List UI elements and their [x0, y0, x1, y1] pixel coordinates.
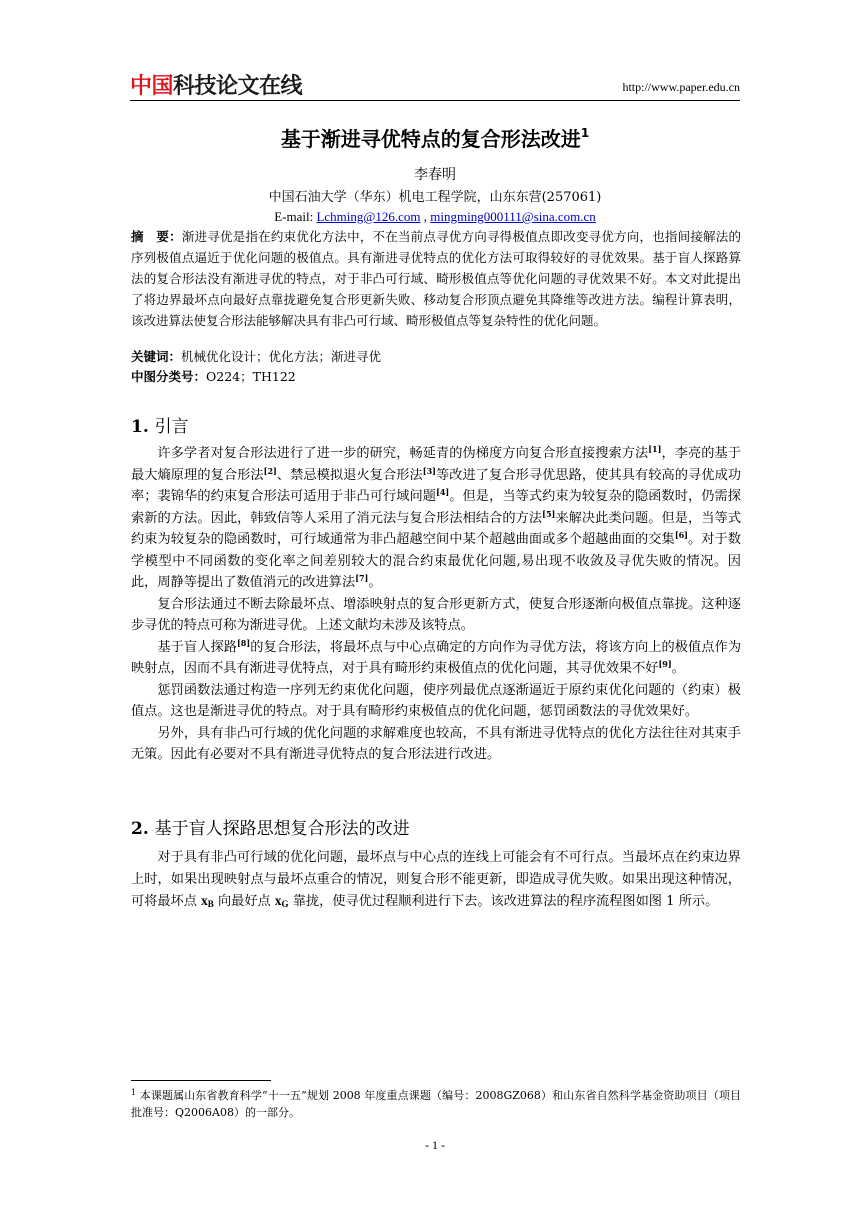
symbol-x-b: [201, 893, 214, 908]
title-footnote-mark: 1: [580, 126, 590, 140]
author-email: [130, 208, 740, 226]
classification-text: O224；TH122: [206, 369, 296, 384]
paper-title: [130, 124, 740, 154]
paragraph-text: 。: [368, 575, 382, 590]
symbol-x-g: [275, 893, 289, 908]
page-number: - 1 -: [425, 1138, 445, 1152]
paragraph-text: 向最好点: [213, 894, 275, 909]
author-affiliation: 中国石油大学（华东）机电工程学院，山东东营(257061): [268, 190, 602, 205]
paper-title-text: 基于渐进寻优特点的复合形法改进: [280, 127, 581, 151]
logo-dark-text: 科技论文在线: [173, 74, 303, 99]
paragraph-text: 来解决此类问题。但是，当等式约束为较复杂的隐函数时，可行域通常为非凸超越空间中某个超越曲面或多个超越曲面的交集: [131, 510, 742, 547]
keywords-label: 关键词：: [131, 349, 182, 364]
abstract-label: 摘 要：: [131, 229, 182, 244]
section-1-paragraph-1: [131, 443, 741, 594]
citation-1[interactable]: [1]: [648, 444, 662, 454]
symbol-subscript: G: [281, 899, 289, 909]
email-link-1[interactable]: Lchming@126.com: [316, 209, 421, 224]
section-1-paragraph-4: 惩罚函数法通过构造一序列无约束优化问题，使序列最优点逐渐逼近于原约束优化问题的（约束）极值点。这也是渐进寻优的特点。对于具有畸形约束极值点的优化问题，惩罚函数法的寻优效果好。: [131, 682, 741, 719]
symbol-subscript: B: [207, 899, 214, 909]
journal-url: http://www.paper.edu.cn: [622, 80, 740, 94]
citation-9[interactable]: [9]: [658, 659, 672, 669]
section-2-title: 基于盲人探路思想复合形法的改进: [154, 819, 410, 839]
symbol-base: x: [274, 893, 282, 908]
symbol-base: x: [201, 893, 208, 908]
classification-label: 中图分类号：: [131, 369, 207, 384]
author-name: 李春明: [414, 167, 456, 183]
paragraph-text: 。: [671, 661, 685, 676]
email-separator: ,: [420, 209, 431, 224]
journal-header: [130, 74, 740, 100]
header-rule: [130, 100, 740, 101]
citation-7[interactable]: [7]: [355, 573, 369, 583]
paragraph-text: 、禁忌模拟退火复合形法: [276, 467, 423, 483]
abstract-text: 渐进寻优是指在约束优化方法中，不在当前点寻优方向寻得极值点即改变寻优方向，也指间接解法的序列极值点逼近于优化问题的极值点。具有渐进寻优特点的优化方法可取得较好的寻优效果。基于盲人探路算法的复合形法没有渐进寻优的特点，对于非凸可行域、畸形极值点等优化问题的寻优效果不好。本文对此提出了将边界最坏点向最好点靠拢避免复合形更新失败、移动复合形顶点避免其降维等改进方法。编程计算表明，该改进算法使复合形法能够解决具有非凸可行域、畸形极值点等复杂特性的优化问题。: [131, 229, 741, 328]
keywords-text: 机械优化设计；优化方法；渐进寻优: [181, 349, 382, 364]
email-label: E-mail:: [274, 209, 317, 224]
section-2-heading: [131, 816, 741, 842]
section-1-paragraph-2: 复合形法通过不断去除最坏点、增添映射点的复合形更新方式，使复合形逐渐向极值点靠拢。这种逐步寻优的特点可称为渐进寻优。上述文献均未涉及该特点。: [131, 596, 741, 633]
paragraph-text: 。对于数学模型中不同函数的变化率之间差别较大的混合约束最优化问题,易出现不收敛及寻优失败的情况。因此，周静等提出了数值消元的改进算法: [131, 532, 742, 590]
journal-logo: [130, 74, 302, 100]
footnote-mark: 1: [131, 1088, 137, 1097]
section-2-body: [131, 847, 741, 913]
paragraph-text: 靠拢，使寻优过程顺利进行下去。该改进算法的程序流程图如图 1 所示。: [288, 894, 719, 909]
paragraph-text: 。但是，当等式约束为较复杂的隐函数时，仍需探索新的方法。因此，韩致信等人采用了消元法与复合形法相结合的方法: [131, 489, 741, 526]
footnote-text: 本课题属山东省教育科学“十一五”规划 2008 年度重点课题（编号：2008GZ068）和山东省自然科学基金资助项目（项目批准号：Q2006A08）的一部分。: [131, 1089, 742, 1119]
paragraph-text: 等改进了复合形寻优思路，使其具有较高的寻优成功率；裴锦华的约束复合形法可适用于非凸可行域问题: [131, 467, 742, 504]
email-link-2[interactable]: mingming000111@sina.com.cn: [430, 209, 596, 224]
paragraph-text: 的复合形法，将最坏点与中心点确定的方向作为寻优方法，将该方向上的极值点作为映射点，因而不具有渐进寻优特点，对于具有畸形约束极值点的优化问题，其寻优效果不好: [131, 639, 742, 676]
footnote: [131, 1087, 741, 1121]
citation-4[interactable]: [4]: [436, 487, 450, 497]
section-1-paragraph-5: 另外，具有非凸可行域的优化问题的求解难度也较高，不具有渐进寻优特点的优化方法往往对其束手无策。因此有必要对不具有渐进寻优特点的复合形法进行改进。: [131, 725, 741, 762]
paragraph-text: 对于具有非凸可行域的优化问题，最坏点与中心点的连线上可能会有不可行点。当最坏点在约束边界上时，如果出现映射点与最坏点重合的情况，则复合形不能更新，即造成寻优失败。如果出现这种情况，可将最坏点: [131, 850, 741, 909]
section-1-heading: [131, 414, 741, 440]
paragraph-text: 基于盲人探路: [157, 639, 237, 655]
section-1-number: 1.: [131, 417, 149, 437]
paragraph-text: ，李亮的基于最大熵原理的复合形法: [131, 446, 742, 483]
logo-red-text: 中国: [130, 74, 174, 99]
paragraph-text: 许多学者对复合形法进行了进一步的研究，畅延青的伪梯度方向复合形直接搜索方法: [157, 446, 649, 461]
citation-3[interactable]: [3]: [422, 465, 436, 476]
section-1-paragraph-3: [131, 637, 741, 680]
abstract: [131, 226, 741, 331]
citation-2[interactable]: [2]: [263, 465, 277, 476]
keywords: [131, 347, 741, 367]
citation-8[interactable]: [8]: [237, 637, 251, 648]
section-2-number: 2.: [131, 819, 149, 839]
section-2-paragraph-1: [131, 847, 741, 913]
section-1-title: 引言: [154, 417, 189, 437]
footnote-rule: [131, 1080, 271, 1081]
citation-6[interactable]: [6]: [674, 530, 688, 540]
citation-5[interactable]: [5]: [542, 508, 556, 519]
classification-number: [131, 367, 741, 387]
section-1-body: [131, 443, 741, 766]
